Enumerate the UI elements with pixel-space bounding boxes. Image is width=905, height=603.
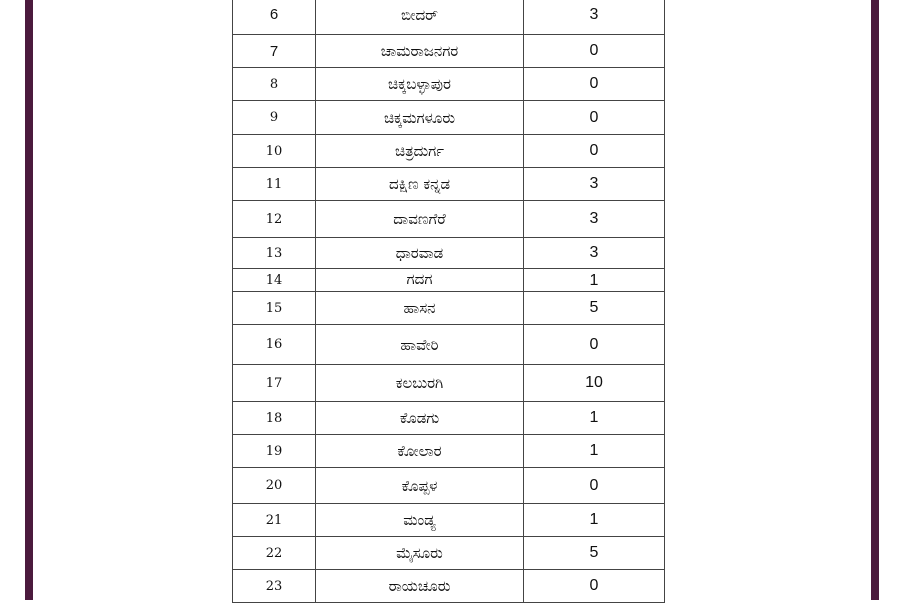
row-number: 8	[233, 68, 316, 101]
row-number: 10	[233, 135, 316, 168]
district-count: 0	[524, 35, 665, 68]
table-row	[233, 402, 665, 435]
district-count: 0	[524, 135, 665, 168]
table-row	[233, 269, 665, 292]
page-border-left	[25, 0, 33, 600]
district-name: ದಾವಣಗೆರೆ	[316, 201, 524, 238]
district-count: 5	[524, 292, 665, 325]
district-count: 0	[524, 101, 665, 135]
district-name: ಚಾಮರಾಜನಗರ	[316, 35, 524, 68]
district-name: ಚಿಕ್ಕಮಗಳೂರು	[316, 101, 524, 135]
table-row	[233, 201, 665, 238]
district-count: 10	[524, 365, 665, 402]
district-name: ದಕ್ಷಿಣ ಕನ್ನಡ	[316, 168, 524, 201]
table-row	[233, 0, 665, 35]
district-name: ಚಿತ್ರದುರ್ಗ	[316, 135, 524, 168]
row-number: 12	[233, 201, 316, 238]
district-name: ಕೋಲಾರ	[316, 435, 524, 468]
row-number: 7	[233, 35, 316, 68]
district-count: 5	[524, 537, 665, 570]
district-count: 0	[524, 68, 665, 101]
row-number: 19	[233, 435, 316, 468]
district-name: ಬೀದರ್	[316, 0, 524, 35]
table-row	[233, 135, 665, 168]
district-count: 3	[524, 201, 665, 238]
row-number: 17	[233, 365, 316, 402]
row-number: 20	[233, 468, 316, 504]
page-border-right	[871, 0, 879, 600]
district-name: ಕೊಪ್ಪಳ	[316, 468, 524, 504]
row-number: 11	[233, 168, 316, 201]
district-count: 3	[524, 168, 665, 201]
district-name: ಮೈಸೂರು	[316, 537, 524, 570]
table-row	[233, 537, 665, 570]
district-count: 1	[524, 402, 665, 435]
district-count: 3	[524, 238, 665, 269]
table-row	[233, 365, 665, 402]
row-number: 16	[233, 325, 316, 365]
row-number: 23	[233, 570, 316, 603]
district-name: ಹಾಸನ	[316, 292, 524, 325]
table-row	[233, 570, 665, 603]
district-count: 1	[524, 504, 665, 537]
table-row	[233, 504, 665, 537]
table-row	[233, 68, 665, 101]
district-name: ರಾಯಚೂರು	[316, 570, 524, 603]
row-number: 6	[233, 0, 316, 35]
row-number: 13	[233, 238, 316, 269]
district-name: ಕಲಬುರಗಿ	[316, 365, 524, 402]
district-name: ಧಾರವಾಡ	[316, 238, 524, 269]
district-count: 3	[524, 0, 665, 35]
district-count: 0	[524, 468, 665, 504]
district-name: ಗದಗ	[316, 269, 524, 292]
district-name: ಹಾವೇರಿ	[316, 325, 524, 365]
row-number: 15	[233, 292, 316, 325]
district-count: 0	[524, 325, 665, 365]
district-name: ಕೊಡಗು	[316, 402, 524, 435]
table-row	[233, 238, 665, 269]
table-row	[233, 468, 665, 504]
district-name: ಮಂಡ್ಯ	[316, 504, 524, 537]
row-number: 22	[233, 537, 316, 570]
district-count: 1	[524, 435, 665, 468]
table-row	[233, 35, 665, 68]
table-row	[233, 101, 665, 135]
row-number: 9	[233, 101, 316, 135]
row-number: 21	[233, 504, 316, 537]
table-row	[233, 435, 665, 468]
row-number: 18	[233, 402, 316, 435]
district-count: 0	[524, 570, 665, 603]
table-row	[233, 168, 665, 201]
district-name: ಚಿಕ್ಕಬಳ್ಳಾಪುರ	[316, 68, 524, 101]
table-row	[233, 292, 665, 325]
district-count: 1	[524, 269, 665, 292]
row-number: 14	[233, 269, 316, 292]
district-table	[232, 0, 665, 603]
table-row	[233, 325, 665, 365]
